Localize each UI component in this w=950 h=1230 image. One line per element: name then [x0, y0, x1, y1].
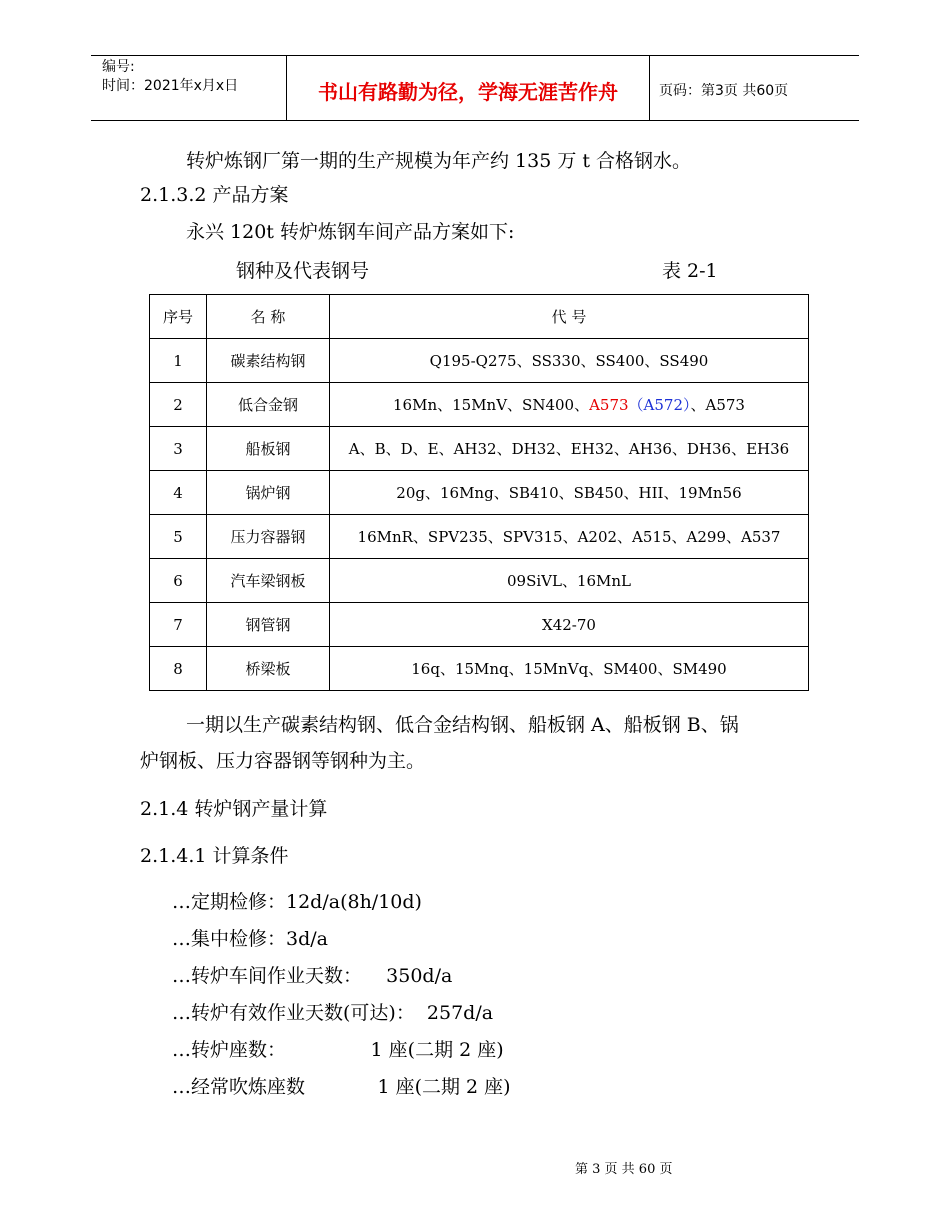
row-code-part: 16Mn、15MnV、SN400、: [393, 396, 590, 414]
table-row: [150, 603, 809, 647]
para-scale: 转炉炼钢厂第一期的生产规模为年产约 135 万 t 合格钢水。: [186, 150, 692, 172]
row-code: A、B、D、E、AH32、DH32、EH32、AH36、DH36、EH36: [330, 427, 809, 471]
steel-grade-table: [149, 294, 809, 691]
row-no: 8: [150, 647, 207, 691]
row-code-part: 、A573: [690, 396, 745, 414]
table-row: [150, 471, 809, 515]
header-divider-right: [649, 55, 650, 120]
table-row: [150, 383, 809, 427]
row-name: 碳素结构钢: [207, 339, 330, 383]
table-row: [150, 427, 809, 471]
header-bottom-rule: [91, 120, 859, 121]
row-no: 4: [150, 471, 207, 515]
header-meta: [102, 58, 238, 96]
row-no: 3: [150, 427, 207, 471]
header-motto: 书山有路勤为径，学海无涯苦作舟: [318, 80, 618, 104]
row-code: 16q、15Mnq、15MnVq、SM400、SM490: [330, 647, 809, 691]
row-code-highlight-red: A573: [589, 396, 629, 414]
header-top-rule: [91, 55, 859, 56]
para-main-line-1: 一期以生产碳素结构钢、低合金结构钢、船板钢 A、船板钢 B、锅: [186, 714, 739, 736]
condition-item: …转炉座数： 1 座(二期 2 座): [172, 1039, 504, 1061]
heading-2-1-3-2: 2.1.3.2 产品方案: [140, 184, 289, 206]
table-row: [150, 339, 809, 383]
row-code: X42-70: [330, 603, 809, 647]
row-name: 钢管钢: [207, 603, 330, 647]
row-no: 2: [150, 383, 207, 427]
table-row: [150, 515, 809, 559]
table-header-row: [150, 295, 809, 339]
row-name: 船板钢: [207, 427, 330, 471]
header-number-label: 编号:: [102, 59, 135, 75]
condition-item: …转炉有效作业天数(可达)： 257d/a: [172, 1002, 494, 1024]
row-no: 1: [150, 339, 207, 383]
header-cell-no: 序号: [150, 295, 207, 339]
row-code: 20g、16Mng、SB410、SB450、HII、19Mn56: [330, 471, 809, 515]
row-name: 桥梁板: [207, 647, 330, 691]
condition-item: …转炉车间作业天数： 350d/a: [172, 965, 453, 987]
header-cell-name: 名 称: [207, 295, 330, 339]
row-name: 汽车梁钢板: [207, 559, 330, 603]
heading-2-1-4: 2.1.4 转炉钢产量计算: [140, 798, 328, 820]
row-name: 锅炉钢: [207, 471, 330, 515]
row-no: 5: [150, 515, 207, 559]
row-code: 09SiVL、16MnL: [330, 559, 809, 603]
row-no: 7: [150, 603, 207, 647]
table-row: [150, 647, 809, 691]
row-no: 6: [150, 559, 207, 603]
header-time-label: 时间：2021年x月x日: [102, 78, 239, 94]
row-code: Q195-Q275、SS330、SS400、SS490: [330, 339, 809, 383]
row-code: 16MnR、SPV235、SPV315、A202、A515、A299、A537: [330, 515, 809, 559]
table-row: [150, 559, 809, 603]
condition-item: …定期检修：12d/a(8h/10d): [172, 891, 422, 913]
table-caption: 钢种及代表钢号: [236, 260, 370, 282]
row-code: [330, 383, 809, 427]
header-cell-code: 代 号: [330, 295, 809, 339]
para-main-line-2: 炉钢板、压力容器钢等钢种为主。: [140, 750, 426, 772]
row-code-highlight-blue: （A572）: [628, 396, 691, 414]
para-intro: 永兴 120t 转炉炼钢车间产品方案如下:: [186, 221, 515, 243]
condition-item: …经常吹炼座数 1 座(二期 2 座): [172, 1076, 511, 1098]
table-number: 表 2-1: [662, 260, 718, 282]
header-page-info: 页码：第3页 共60页: [659, 83, 789, 99]
heading-2-1-4-1: 2.1.4.1 计算条件: [140, 845, 289, 867]
page-footer: 第 3 页 共 60 页: [575, 1162, 673, 1177]
row-name: 低合金钢: [207, 383, 330, 427]
row-name: 压力容器钢: [207, 515, 330, 559]
condition-item: …集中检修：3d/a: [172, 928, 328, 950]
